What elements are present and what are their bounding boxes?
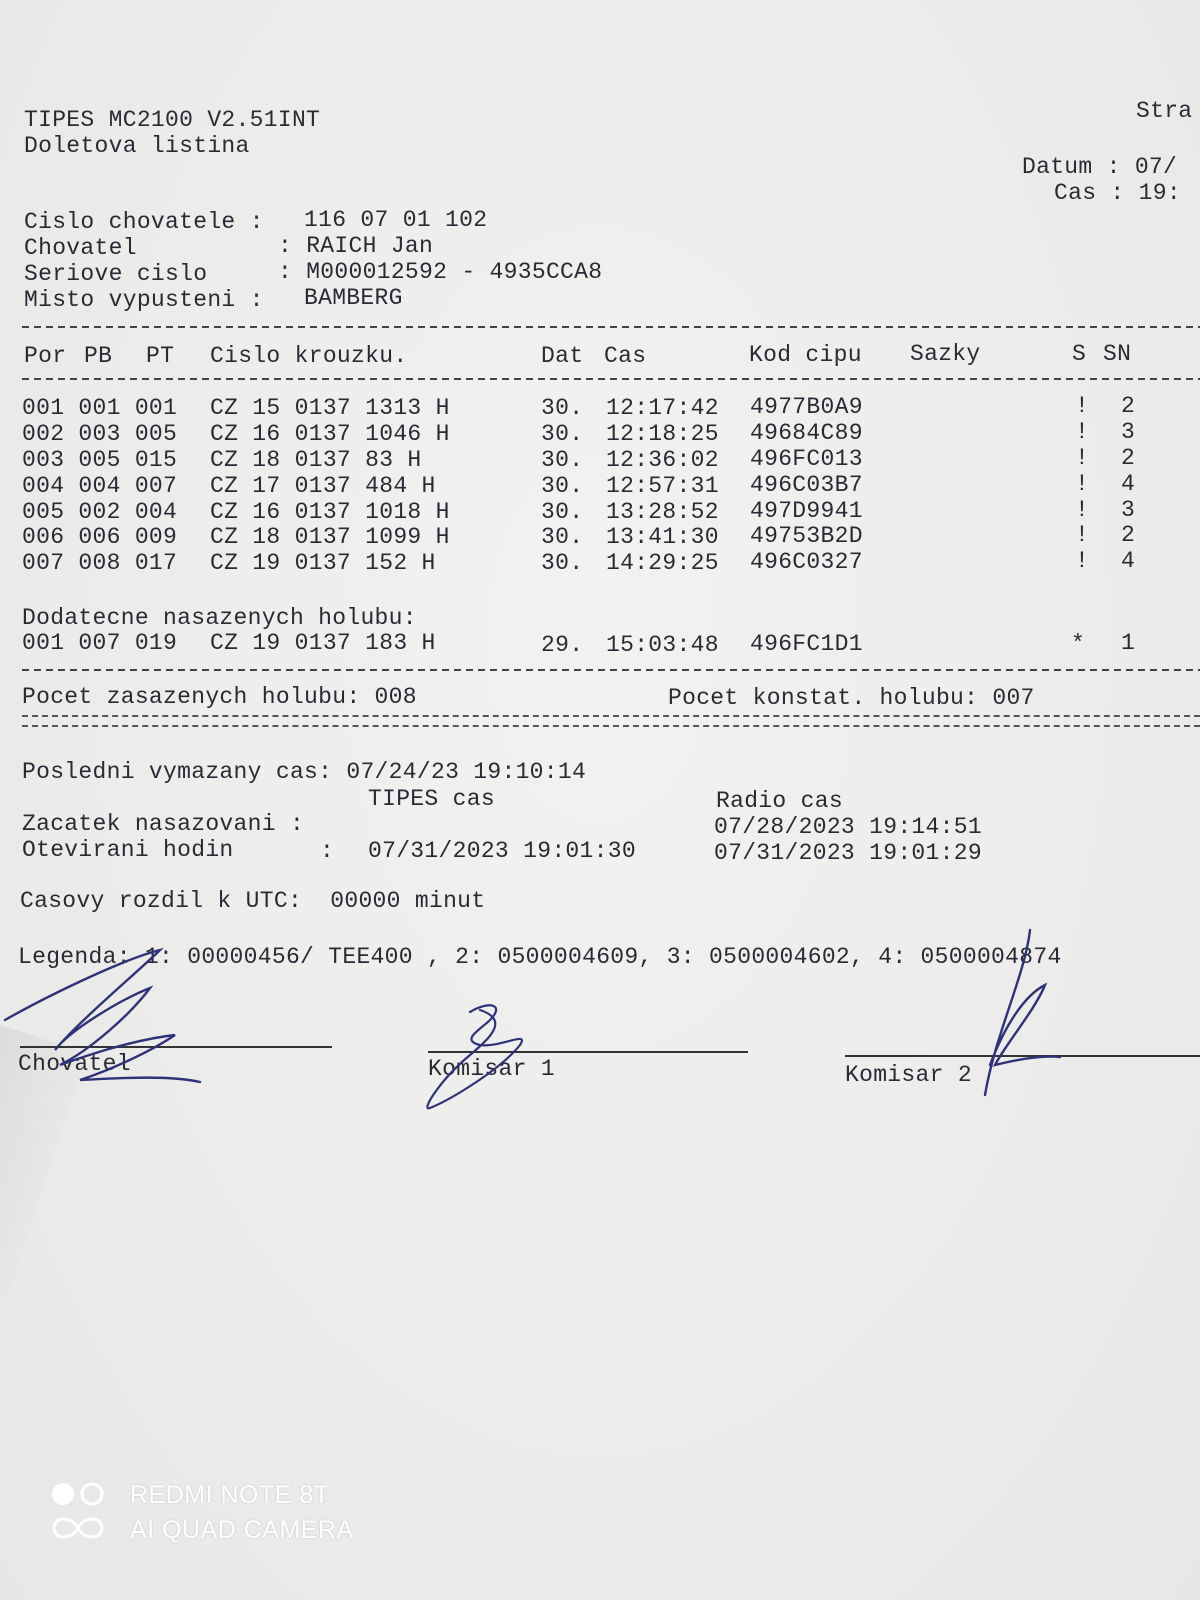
radio-time-header: Radio cas	[716, 788, 843, 814]
ring-number: CZ 19 0137 183 H	[210, 630, 436, 656]
arrival-time: 13:41:30	[606, 524, 719, 550]
serial-number: : M000012592 - 4935CCA8	[278, 259, 603, 285]
ring-number: CZ 18 0137 1099 H	[210, 524, 450, 550]
program-version: TIPES MC2100 V2.51INT	[24, 107, 321, 133]
arrival-time: 12:36:02	[606, 447, 719, 473]
status-flag: !	[1075, 393, 1090, 419]
col-s: S	[1072, 341, 1087, 367]
arrival-day: 29.	[541, 632, 584, 658]
arrival-day: 30.	[541, 550, 584, 576]
sn-value: 2	[1121, 522, 1136, 548]
basketing-radio-time: 07/28/2023 19:14:51	[714, 814, 982, 840]
ring-number: CZ 17 0137 484 H	[210, 473, 436, 499]
arrival-time: 15:03:48	[606, 632, 719, 658]
opening-radio-time: 07/31/2023 19:01:29	[714, 840, 982, 866]
ring-number: CZ 15 0137 1313 H	[210, 395, 450, 421]
status-flag: !	[1075, 548, 1090, 574]
row-index: 001 007 019	[22, 630, 178, 656]
col-cas: Cas	[604, 343, 647, 369]
row-index: 006 006 009	[22, 524, 178, 550]
status-flag: !	[1075, 471, 1090, 497]
status-flag: !	[1075, 419, 1090, 445]
signature-line-breeder	[20, 1046, 332, 1048]
row-index: 001 001 001	[22, 395, 178, 421]
opening-colon: :	[320, 838, 335, 864]
entered-count: Pocet zasazenych holubu: 008	[22, 684, 417, 710]
breeder-signature-label: Chovatel	[18, 1051, 131, 1077]
ring-number: CZ 19 0137 152 H	[210, 550, 436, 576]
sn-value: 2	[1121, 445, 1136, 471]
commissioner-1-label: Komisar 1	[428, 1056, 555, 1082]
release-place: BAMBERG	[304, 285, 403, 311]
time-label: Cas : 19:	[1054, 180, 1181, 206]
watermark-line-1: REDMI NOTE 8T	[130, 1481, 330, 1509]
signature-line-commissioner-2	[845, 1055, 1200, 1057]
ring-number: CZ 16 0137 1046 H	[210, 421, 450, 447]
watermark-line-2: AI QUAD CAMERA	[130, 1516, 354, 1544]
divider	[22, 378, 1200, 380]
col-dat: Dat	[541, 343, 584, 369]
col-ring: Cislo krouzku.	[210, 343, 408, 369]
arrival-day: 30.	[541, 473, 584, 499]
arrival-time: 12:57:31	[606, 473, 719, 499]
sn-value: 2	[1121, 393, 1136, 419]
ring-number: CZ 16 0137 1018 H	[210, 499, 450, 525]
status-flag: !	[1075, 497, 1090, 523]
release-label: Misto vypusteni :	[24, 287, 264, 313]
document-title: Doletova listina	[24, 133, 250, 159]
breeder-label: Chovatel	[24, 235, 137, 261]
sn-value: 1	[1121, 630, 1136, 656]
sn-value: 3	[1121, 497, 1136, 523]
double-divider	[22, 715, 1200, 727]
col-pt: PT	[146, 343, 175, 369]
chip-code: 496FC013	[750, 446, 863, 472]
chip-code: 49684C89	[750, 420, 863, 446]
sn-value: 4	[1121, 471, 1136, 497]
status-flag: !	[1075, 445, 1090, 471]
arrival-time: 14:29:25	[606, 550, 719, 576]
sn-value: 4	[1121, 548, 1136, 574]
col-sazky: Sazky	[910, 341, 981, 367]
chip-code: 496C0327	[750, 549, 863, 575]
last-cleared-time: Posledni vymazany cas: 07/24/23 19:10:14	[22, 759, 587, 785]
commissioner-2-label: Komisar 2	[845, 1062, 972, 1088]
row-index: 003 005 015	[22, 447, 178, 473]
row-index: 002 003 005	[22, 421, 178, 447]
utc-difference: Casovy rozdil k UTC: 00000 minut	[20, 888, 486, 914]
tipes-time-header: TIPES cas	[368, 786, 495, 812]
arrival-time: 12:18:25	[606, 421, 719, 447]
page-label: Stra	[1136, 98, 1193, 124]
chip-code: 496FC1D1	[750, 631, 863, 657]
row-index: 007 008 017	[22, 550, 178, 576]
chip-code: 497D9941	[750, 498, 863, 524]
arrival-time: 12:17:42	[606, 395, 719, 421]
sn-value: 3	[1121, 419, 1136, 445]
arrival-day: 30.	[541, 499, 584, 525]
col-por: Por	[24, 343, 67, 369]
serial-label: Seriove cislo	[24, 261, 208, 287]
ring-number: CZ 18 0137 83 H	[210, 447, 422, 473]
col-sn: SN	[1103, 341, 1132, 367]
chip-code: 4977B0A9	[750, 394, 863, 420]
additional-label: Dodatecne nasazenych holubu:	[22, 605, 417, 631]
status-flag: *	[1071, 631, 1086, 657]
legend: Legenda: 1: 00000456/ TEE400 , 2: 0500004609, 3: 0500004602, 4: 0500004874	[18, 944, 1062, 970]
row-index: 004 004 007	[22, 473, 178, 499]
opening-tipes-time: 07/31/2023 19:01:30	[368, 838, 636, 864]
breeder-name: : RAICH Jan	[278, 233, 434, 259]
divider	[22, 669, 1200, 671]
chip-code: 496C03B7	[750, 472, 863, 498]
breeder-number-label: Cislo chovatele :	[24, 209, 264, 235]
col-chip: Kod cipu	[749, 342, 862, 368]
divider	[22, 326, 1200, 328]
opening-label: Otevirani hodin	[22, 837, 234, 863]
col-pb: PB	[84, 343, 113, 369]
arrival-day: 30.	[541, 395, 584, 421]
signature-line-commissioner-1	[428, 1051, 748, 1053]
chip-code: 49753B2D	[750, 523, 863, 549]
arrival-day: 30.	[541, 421, 584, 447]
basketing-label: Zacatek nasazovani :	[22, 811, 305, 837]
arrival-day: 30.	[541, 447, 584, 473]
status-flag: !	[1075, 522, 1090, 548]
breeder-number: 116 07 01 102	[304, 207, 488, 233]
row-index: 005 002 004	[22, 499, 178, 525]
arrival-time: 13:28:52	[606, 499, 719, 525]
date-label: Datum : 07/	[1022, 154, 1178, 180]
arrival-day: 30.	[541, 524, 584, 550]
camera-logo-icon	[50, 1480, 106, 1542]
clocked-count: Pocet konstat. holubu: 007	[668, 685, 1035, 711]
watermark-text	[130, 1478, 354, 1548]
